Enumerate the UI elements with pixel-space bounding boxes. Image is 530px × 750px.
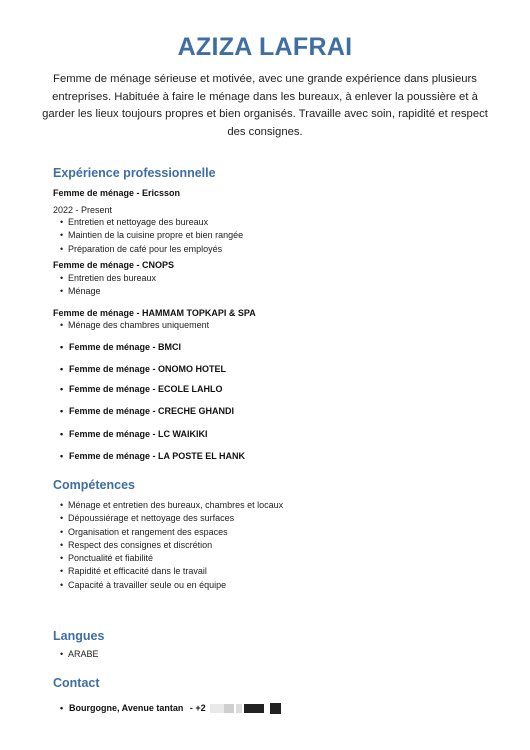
list-item: • ARABE bbox=[60, 648, 99, 661]
list-item: • Dépoussiérage et nettoyage des surfaces bbox=[60, 512, 292, 525]
experience-heading: Expérience professionnelle bbox=[53, 166, 216, 180]
profile-summary: Femme de ménage sérieuse et motivée, avec une grande expérience dans plusieurs entreprises. Habituée à faire le ménage dans les bureaux, à enlever la poussière et à garder les lieux toujours propres et bien organisés. Travaille avec soin, rapidité et respect des consignes. bbox=[42, 73, 488, 138]
job-la-poste: • Femme de ménage - LA POSTE EL HANK bbox=[60, 451, 245, 461]
list-item: • Ménage bbox=[60, 285, 156, 298]
redacted-phone-mark bbox=[224, 704, 234, 713]
list-item: • Préparation de café pour les employés bbox=[60, 243, 243, 256]
job-title-cnops: Femme de ménage - CNOPS bbox=[53, 260, 175, 270]
job-tasks-ericsson bbox=[60, 216, 243, 256]
list-item: • Ménage et entretien des bureaux, chambres et locaux bbox=[60, 499, 292, 512]
list-item: • Maintien de la cuisine propre et bien rangée bbox=[60, 229, 243, 242]
job-tasks-cnops bbox=[60, 272, 156, 299]
job-dates-ericsson: 2022 - Present bbox=[53, 205, 113, 215]
job-title-ericsson: Femme de ménage - Ericsson bbox=[53, 188, 181, 198]
contact-phone: - +2 bbox=[189, 703, 206, 713]
languages-heading: Langues bbox=[53, 629, 105, 643]
list-item: • Capacité à travailler seule ou en équipe bbox=[60, 579, 292, 592]
redacted-phone-mark bbox=[270, 703, 281, 714]
list-item: • Rapidité et efficacité dans le travail bbox=[60, 565, 292, 578]
list-item: • Ponctualité et fiabilité bbox=[60, 552, 292, 565]
list-item: • Entretien des bureaux bbox=[60, 272, 156, 285]
list-item: • Organisation et rangement des espaces bbox=[60, 526, 292, 539]
redacted-phone-mark bbox=[210, 704, 224, 713]
redacted-phone-mark bbox=[236, 704, 242, 713]
job-lc-waikiki: • Femme de ménage - LC WAIKIKI bbox=[60, 429, 208, 439]
job-creche-ghandi: • Femme de ménage - CRECHE GHANDI bbox=[60, 406, 234, 416]
job-onomo-hotel: • Femme de ménage - ONOMO HOTEL bbox=[60, 364, 226, 374]
job-tasks-hammam bbox=[60, 319, 209, 332]
list-item: • Respect des consignes et discrétion bbox=[60, 539, 292, 552]
contact-line bbox=[60, 703, 281, 714]
list-item: • Entretien et nettoyage des bureaux bbox=[60, 216, 243, 229]
contact-heading: Contact bbox=[53, 676, 100, 690]
job-bmci: • Femme de ménage - BMCI bbox=[60, 342, 181, 352]
languages-list bbox=[60, 648, 99, 661]
candidate-name: AZIZA LAFRAI bbox=[177, 33, 353, 61]
skills-list bbox=[60, 499, 292, 592]
redacted-phone-mark bbox=[244, 704, 264, 713]
list-item: • Ménage des chambres uniquement bbox=[60, 319, 209, 332]
job-ecole-lahlo: • Femme de ménage - ECOLE LAHLO bbox=[60, 384, 223, 394]
skills-heading: Compétences bbox=[53, 478, 135, 492]
contact-address: Bourgogne, Avenue tantan bbox=[69, 703, 184, 713]
job-title-hammam: Femme de ménage - HAMMAM TOPKAPI & SPA bbox=[53, 308, 256, 318]
